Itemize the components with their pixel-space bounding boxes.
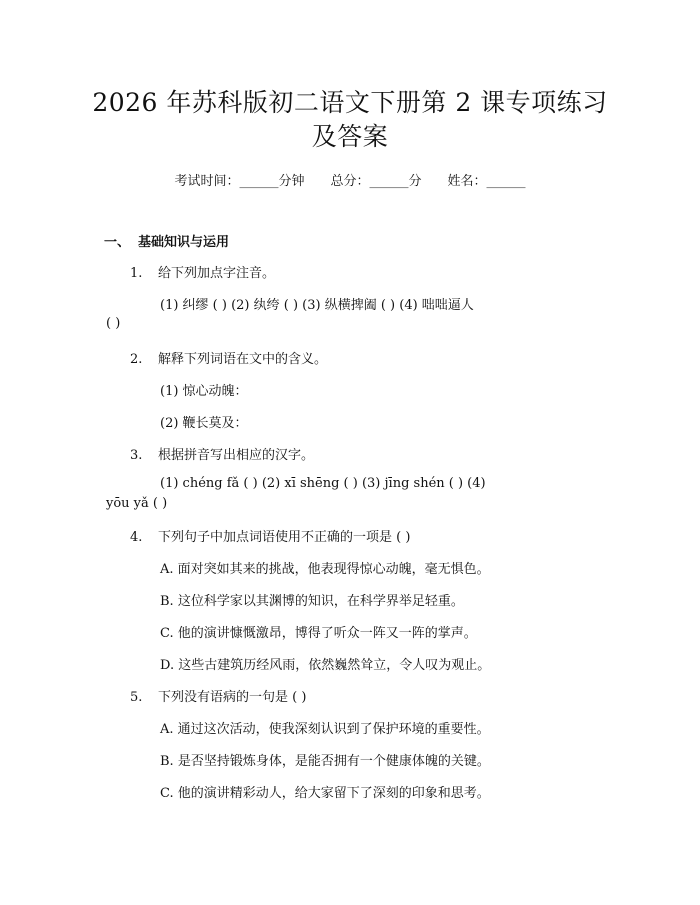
- student-name-field: 姓名：______: [447, 174, 526, 189]
- question-4-option-d: D. 这些古建筑历经风雨，依然巍然耸立，令人叹为观止。: [160, 658, 491, 673]
- section-number: 一、: [104, 235, 131, 250]
- question-text: 根据拼音写出相应的汉字。: [158, 448, 315, 463]
- exam-meta: [0, 170, 700, 189]
- section-title: 基础知识与运用: [138, 235, 230, 250]
- exam-time-field: 考试时间：______分钟: [174, 174, 305, 189]
- question-4-option-c: C. 他的演讲慷慨激昂，博得了听众一阵又一阵的掌声。: [160, 626, 477, 641]
- question-1-items: (1) 纠缪 ( ) (2) 纨绔 ( ) (3) 纵横捭阖 ( ) (4) 咄咄逼人: [160, 298, 474, 313]
- question-1: [130, 262, 275, 281]
- section-heading: [104, 231, 229, 250]
- document-title-line-1: 2026 年苏科版初二语文下册第 2 课专项练习: [92, 88, 608, 117]
- question-3: [130, 444, 314, 463]
- question-text: 给下列加点字注音。: [158, 266, 276, 281]
- question-number: 2.: [130, 352, 143, 367]
- question-4-option-a: A. 面对突如其来的挑战，他表现得惊心动魄，毫无惧色。: [160, 562, 490, 577]
- question-number: 1.: [130, 266, 143, 281]
- question-number: 5.: [130, 690, 143, 705]
- question-text: 下列没有语病的一句是 ( ): [158, 690, 307, 705]
- question-2-item-2: (2) 鞭长莫及：: [160, 416, 248, 431]
- question-4: [130, 526, 410, 545]
- question-3-items: (1) chéng fǎ ( ) (2) xī shēng ( ) (3) jīng shén ( ) (4): [160, 476, 486, 491]
- question-5-option-c: C. 他的演讲精彩动人，给大家留下了深刻的印象和思考。: [160, 786, 490, 801]
- question-1-items-continued: ( ): [106, 316, 121, 331]
- question-5-option-b: B. 是否坚持锻炼身体，是能否拥有一个健康体魄的关键。: [160, 754, 490, 769]
- question-5: [130, 686, 306, 705]
- question-5-option-a: A. 通过这次活动，使我深刻认识到了保护环境的重要性。: [160, 722, 490, 737]
- question-number: 4.: [130, 530, 143, 545]
- question-2: [130, 348, 327, 367]
- total-score-field: 总分：______分: [330, 174, 422, 189]
- question-3-items-continued: yōu yǎ ( ): [106, 496, 168, 511]
- question-4-option-b: B. 这位科学家以其渊博的知识，在科学界举足轻重。: [160, 594, 464, 609]
- question-text: 解释下列词语在文中的含义。: [158, 352, 328, 367]
- document-title-line-2: 及答案: [311, 122, 389, 151]
- question-number: 3.: [130, 448, 143, 463]
- question-text: 下列句子中加点词语使用不正确的一项是 ( ): [158, 530, 411, 545]
- question-2-item-1: (1) 惊心动魄：: [160, 384, 248, 399]
